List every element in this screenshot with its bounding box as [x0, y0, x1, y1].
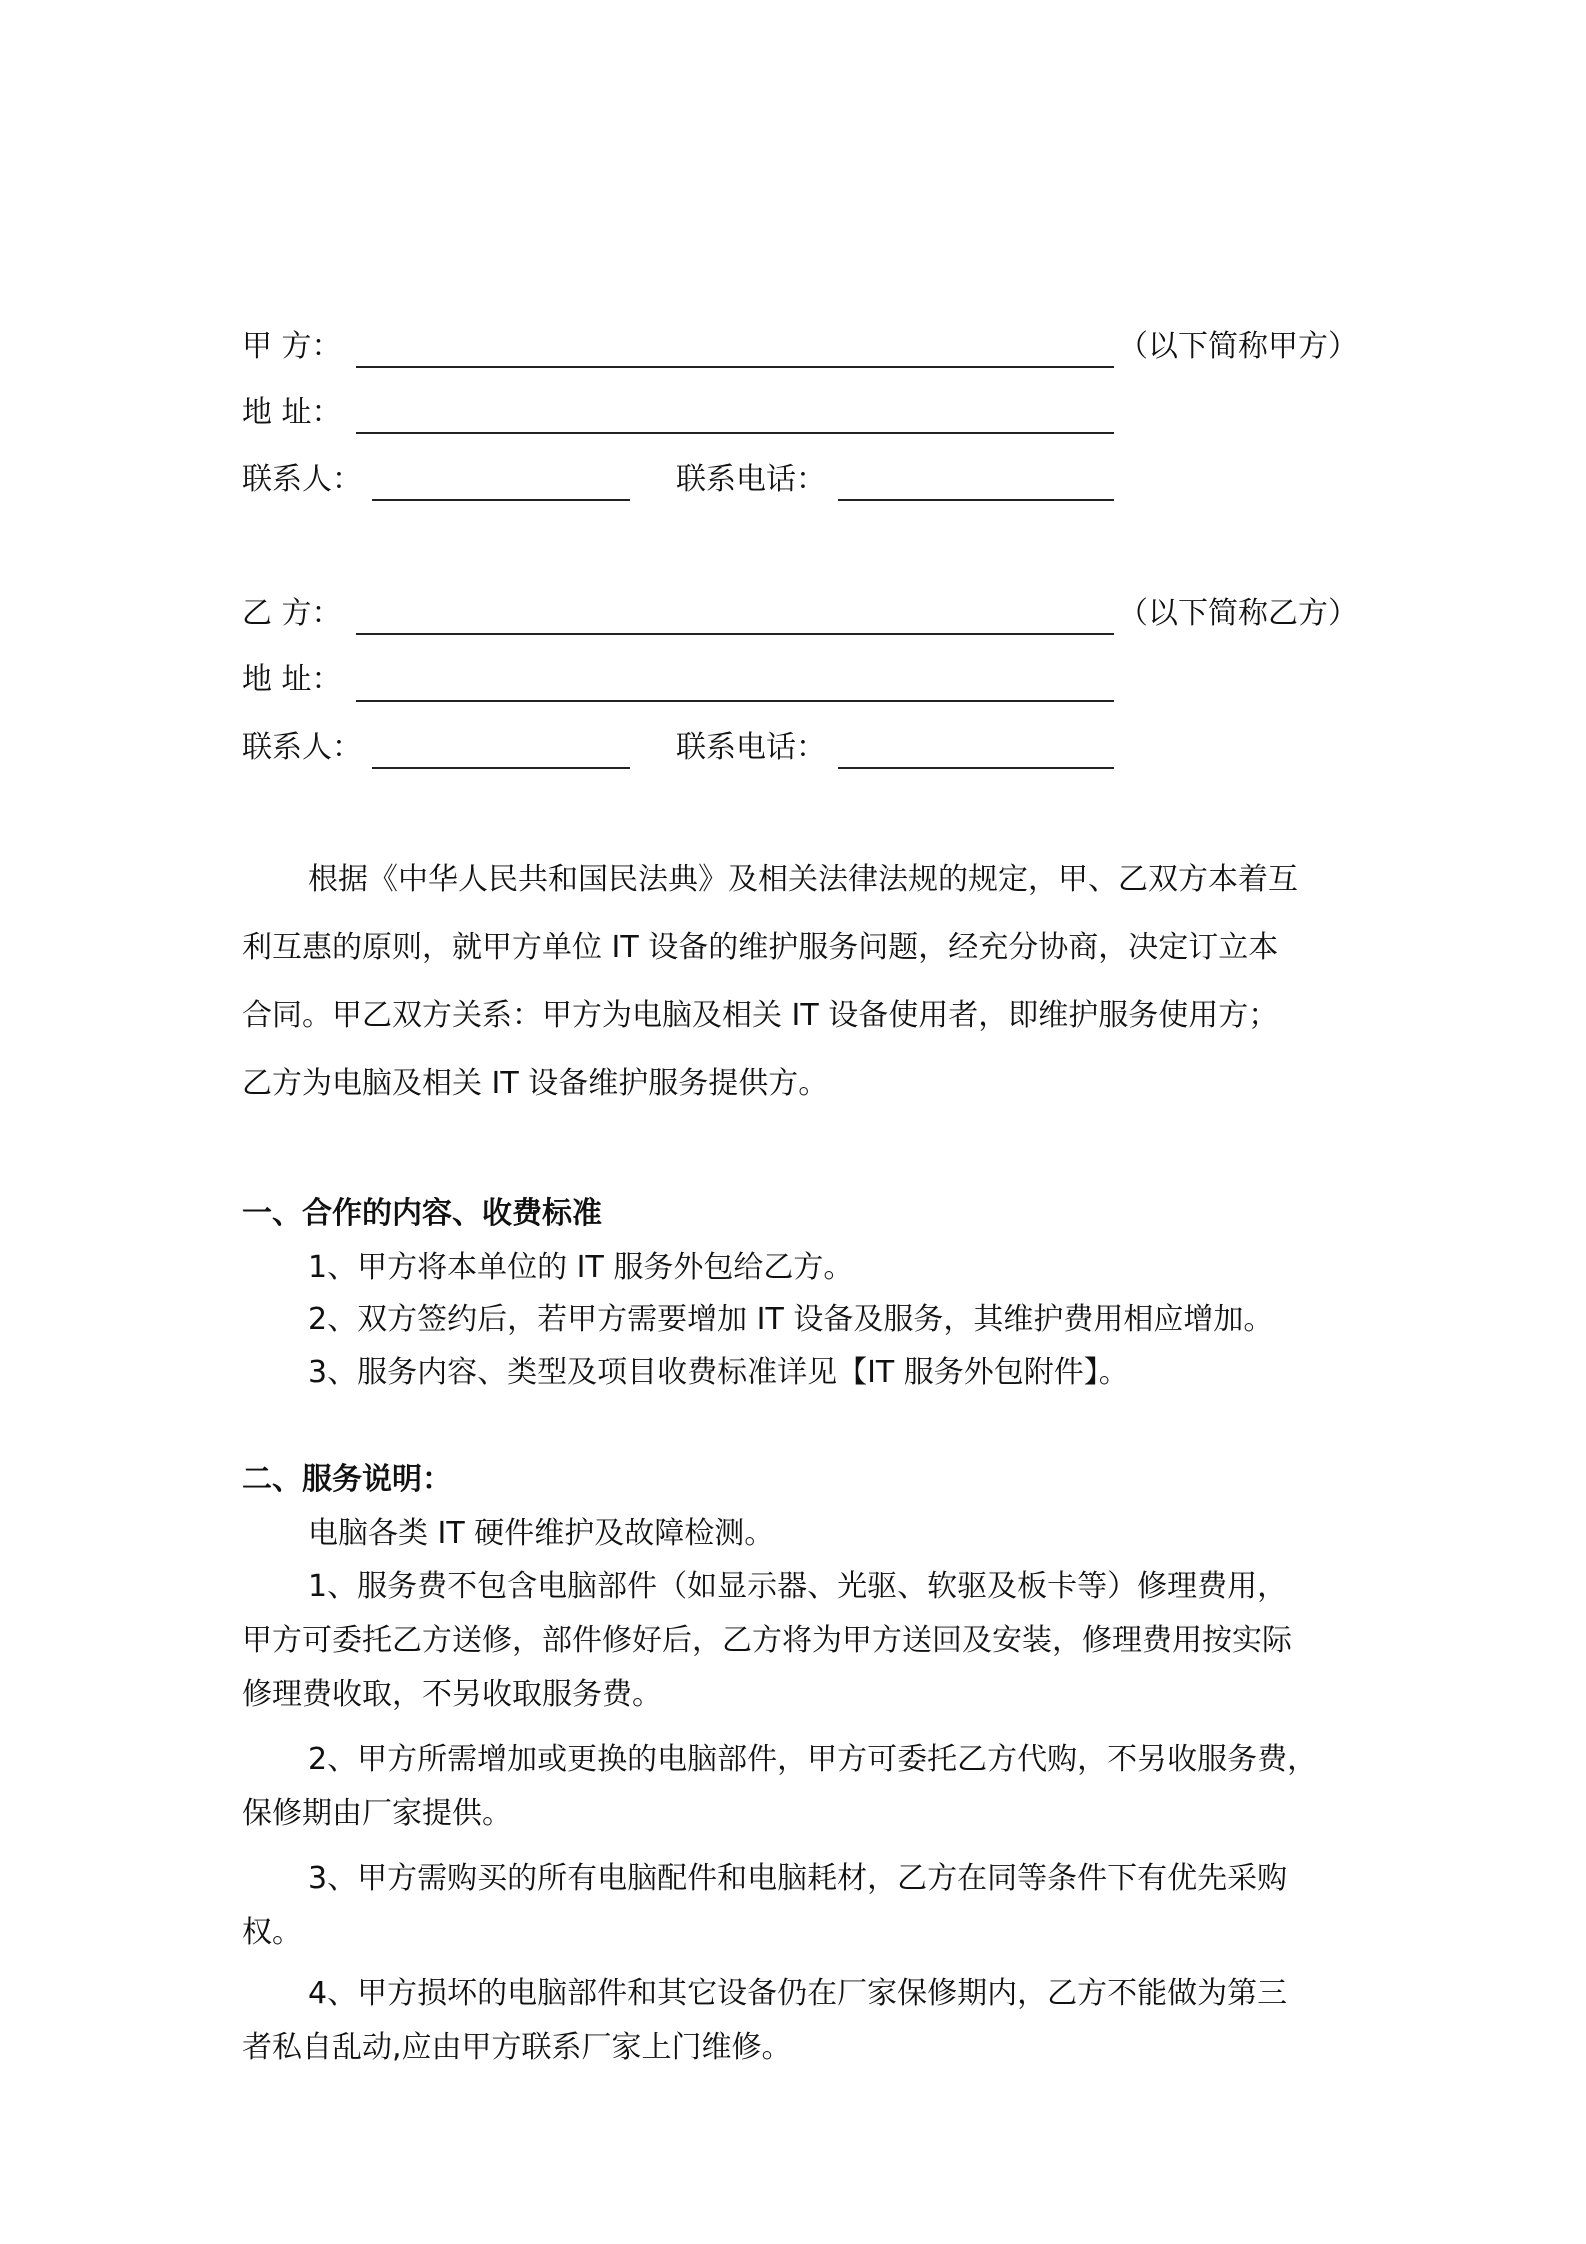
intro-paragraph: [242, 846, 1352, 1118]
party-a-address-label: 地 址：: [242, 395, 342, 430]
section2-item1: [242, 1560, 1352, 1722]
party-b-phone-field[interactable]: [838, 767, 1114, 769]
party-b-contact-field[interactable]: [372, 767, 630, 769]
party-a-address-field[interactable]: [356, 432, 1114, 434]
section2-item1-line: 甲方可委托乙方送修，部件修好后，乙方将为甲方送回及安装，修理费用按实际: [242, 1623, 1292, 1658]
intro-line: 合同。甲乙双方关系：甲方为电脑及相关 IT 设备使用者，即维护服务使用方；: [242, 998, 1279, 1033]
party-a-contact-label: 联系人：: [242, 462, 362, 497]
intro-line: 乙方为电脑及相关 IT 设备维护服务提供方。: [242, 1066, 829, 1101]
section2-intro: 电脑各类 IT 硬件维护及故障检测。: [308, 1516, 775, 1551]
section2-item3-line: 3、甲方需购买的所有电脑配件和电脑耗材，乙方在同等条件下有优先采购: [308, 1861, 1288, 1896]
party-b-contact-label: 联系人：: [242, 730, 362, 765]
section2-item2-line: 保修期由厂家提供。: [242, 1796, 512, 1831]
section2-item3: [242, 1852, 1352, 1960]
intro-line: 根据《中华人民共和国民法典》及相关法律法规的规定，甲、乙双方本着互: [308, 862, 1298, 897]
party-a-contact-field[interactable]: [372, 499, 630, 501]
section2-item1-line: 1、服务费不包含电脑部件（如显示器、光驱、软驱及板卡等）修理费用，: [308, 1569, 1288, 1604]
party-b-label: 乙 方：: [242, 596, 342, 631]
party-b-phone-label: 联系电话：: [676, 730, 826, 765]
section2-item4-line: 者私自乱动,应由甲方联系厂家上门维修。: [242, 2030, 792, 2065]
party-a-phone-field[interactable]: [838, 499, 1114, 501]
section2-item2: [242, 1733, 1352, 1841]
section2-item4-line: 4、甲方损坏的电脑部件和其它设备仍在厂家保修期内，乙方不能做为第三: [308, 1976, 1288, 2011]
party-a-phone-label: 联系电话：: [676, 462, 826, 497]
section1-item: 1、甲方将本单位的 IT 服务外包给乙方。: [308, 1250, 854, 1285]
party-b-address-field[interactable]: [356, 700, 1114, 702]
section1-item: 2、双方签约后，若甲方需要增加 IT 设备及服务，其维护费用相应增加。: [308, 1302, 1274, 1337]
intro-line: 利互惠的原则，就甲方单位 IT 设备的维护服务问题，经充分协商，决定订立本: [242, 930, 1279, 965]
section2-item2-line: 2、甲方所需增加或更换的电脑部件，甲方可委托乙方代购，不另收服务费，: [308, 1742, 1318, 1777]
party-b-address-label: 地 址：: [242, 662, 342, 697]
party-b-name-field[interactable]: [356, 633, 1114, 635]
party-a-name-field[interactable]: [356, 366, 1114, 368]
section1-heading: 一、合作的内容、收费标准: [242, 1196, 602, 1231]
section2-item4: [242, 1967, 1352, 2075]
party-a-suffix: （以下简称甲方）: [1118, 329, 1358, 364]
section2-item1-line: 修理费收取，不另收取服务费。: [242, 1677, 662, 1712]
section1-item: 3、服务内容、类型及项目收费标准详见【IT 服务外包附件】。: [308, 1355, 1129, 1390]
party-b-suffix: （以下简称乙方）: [1118, 596, 1358, 631]
section2-heading: 二、服务说明：: [242, 1462, 452, 1497]
section2-item3-line: 权。: [242, 1915, 302, 1950]
party-a-label: 甲 方：: [242, 329, 342, 364]
